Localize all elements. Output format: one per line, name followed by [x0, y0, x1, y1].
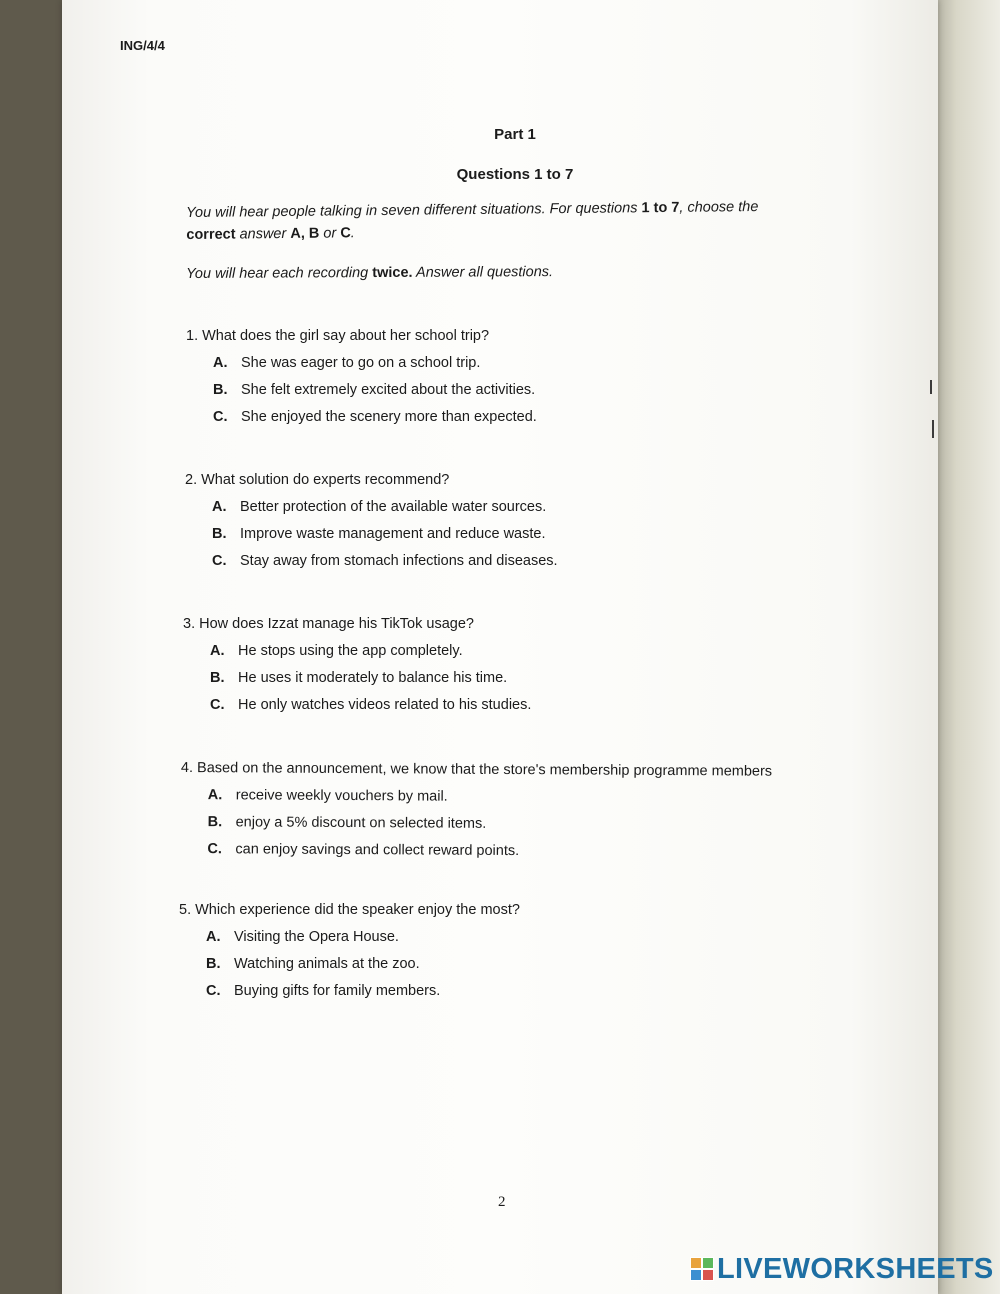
option-letter: B.: [207, 814, 223, 831]
option-a[interactable]: [206, 929, 520, 945]
option-letter: B.: [210, 670, 225, 686]
logo-square-icon: [690, 1269, 702, 1281]
instructions-text: You will hear people talking in seven different situations. For questions: [186, 200, 642, 221]
option-a[interactable]: [208, 787, 772, 806]
instructions-text: answer: [235, 225, 291, 243]
instructions-text: or: [319, 225, 341, 242]
option-letter: C.: [206, 983, 221, 999]
option-letter: A.: [206, 929, 221, 945]
question-5: [179, 902, 520, 999]
question-stem: 2. What solution do experts recommend?: [185, 472, 450, 488]
question-3: [183, 616, 531, 713]
instructions-bold: C: [340, 225, 351, 242]
option-text: Buying gifts for family members.: [234, 983, 441, 999]
logo-grid-icon: [690, 1257, 714, 1281]
option-letter: B.: [212, 526, 227, 542]
option-text: He only watches videos related to his studies.: [238, 697, 532, 713]
scan-mark: [930, 380, 932, 394]
instructions-bold: twice.: [372, 264, 413, 282]
option-c[interactable]: [206, 983, 520, 999]
option-letter: C.: [212, 553, 227, 569]
option-b[interactable]: [208, 814, 772, 833]
question-4: [180, 760, 772, 861]
question-2: [185, 472, 558, 569]
option-letter: A.: [212, 499, 227, 515]
option-text: He uses it moderately to balance his time.: [238, 670, 508, 686]
logo-square-icon: [702, 1257, 714, 1269]
option-text: Improve waste management and reduce waste.: [240, 526, 546, 542]
option-letter: C.: [210, 697, 225, 713]
scan-background-edge: [938, 0, 1000, 1294]
instructions-text: , choose the: [679, 199, 759, 216]
option-letter: A.: [210, 643, 225, 659]
option-text: receive weekly vouchers by mail.: [235, 787, 448, 805]
option-a[interactable]: [210, 643, 531, 659]
logo-square-icon: [702, 1269, 714, 1281]
option-letter: A.: [207, 787, 223, 804]
option-text: Visiting the Opera House.: [234, 929, 399, 945]
option-text: She enjoyed the scenery more than expected.: [241, 409, 537, 425]
question-stem: 4. Based on the announcement, we know that the store's membership programme members: [180, 760, 773, 780]
instructions-bold: A, B: [290, 225, 320, 242]
option-b[interactable]: [213, 382, 537, 398]
option-b[interactable]: [206, 956, 520, 972]
option-b[interactable]: [210, 670, 531, 686]
question-stem: 3. How does Izzat manage his TikTok usage?: [183, 616, 474, 632]
question-stem: 5. Which experience did the speaker enjoy the most?: [179, 902, 520, 918]
document-code: ING/4/4: [120, 38, 165, 53]
option-text: He stops using the app completely.: [238, 643, 463, 659]
logo-square-icon: [690, 1257, 702, 1269]
option-c[interactable]: [212, 553, 558, 569]
questions-range-heading: Questions 1 to 7: [456, 166, 574, 183]
instructions-bold: 1 to 7: [641, 199, 680, 217]
part-title: Part 1: [494, 126, 536, 143]
scan-mark: [932, 420, 934, 438]
instructions-text: .: [350, 225, 355, 242]
question-stem: 1. What does the girl say about her school trip?: [186, 328, 490, 344]
option-text: Better protection of the available water sources.: [240, 499, 547, 515]
option-text: Watching animals at the zoo.: [234, 956, 420, 972]
option-a[interactable]: [213, 355, 537, 371]
instructions-text: You will hear each recording: [186, 265, 373, 282]
option-letter: A.: [213, 355, 228, 371]
instructions-paragraph: [186, 195, 866, 246]
option-a[interactable]: [212, 499, 558, 515]
option-text: can enjoy savings and collect reward points.: [235, 841, 520, 860]
option-letter: B.: [213, 382, 228, 398]
option-text: She felt extremely excited about the activities.: [241, 382, 536, 398]
option-letter: C.: [207, 841, 223, 858]
logo-text: LIVEWORKSHEETS: [717, 1252, 994, 1285]
option-letter: B.: [206, 956, 221, 972]
option-c[interactable]: [210, 697, 531, 713]
question-1: [186, 328, 537, 425]
option-c[interactable]: [213, 409, 537, 425]
option-b[interactable]: [212, 526, 558, 542]
instructions-bold: correct: [186, 226, 236, 243]
page-number: 2: [498, 1194, 506, 1210]
option-text: Stay away from stomach infections and diseases.: [240, 553, 558, 569]
option-text: She was eager to go on a school trip.: [241, 355, 481, 371]
liveworksheets-logo[interactable]: [690, 1254, 994, 1284]
instructions-text: Answer all questions.: [412, 264, 554, 281]
option-letter: C.: [213, 409, 228, 425]
option-text: enjoy a 5% discount on selected items.: [235, 814, 487, 832]
